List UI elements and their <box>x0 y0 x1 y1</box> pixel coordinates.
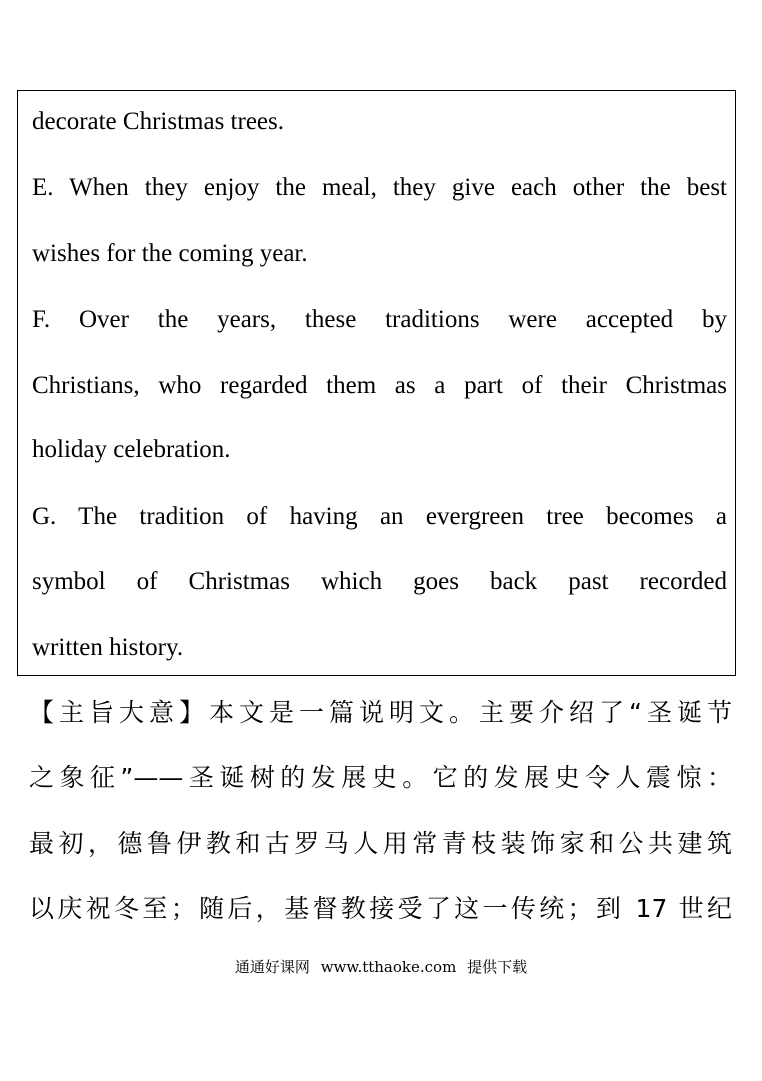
option-line: Christians, who regarded them as a part of their Christmas <box>32 372 727 399</box>
summary-line: 之象征”——圣诞树的发展史。它的发展史令人震惊： <box>29 763 732 792</box>
summary-line: 【主旨大意】本文是一篇说明文。主要介绍了“圣诞节 <box>29 698 732 727</box>
footer-url: www.tthaoke.com <box>320 958 457 976</box>
option-line: wishes for the coming year. <box>32 240 308 267</box>
option-line: written history. <box>32 634 184 661</box>
option-line: symbol of Christmas which goes back past recorded <box>32 568 727 595</box>
option-e-line: E. When they enjoy the meal, they give each other the best <box>32 174 727 201</box>
option-g-line: G. The tradition of having an evergreen tree becomes a <box>32 503 727 530</box>
options-box <box>17 90 736 676</box>
option-line: holiday celebration. <box>32 436 231 463</box>
page-footer <box>0 956 762 978</box>
option-line: decorate Christmas trees. <box>32 108 284 135</box>
summary-line: 最初，德鲁伊教和古罗马人用常青枝装饰家和公共建筑 <box>29 829 732 858</box>
option-f-line: F. Over the years, these traditions were accepted by <box>32 306 727 333</box>
summary-line: 以庆祝冬至；随后，基督教接受了这一传统；到 17 世纪 <box>29 894 732 923</box>
footer-site-name: 通通好课网 <box>234 958 310 976</box>
footer-note: 提供下载 <box>467 958 528 976</box>
